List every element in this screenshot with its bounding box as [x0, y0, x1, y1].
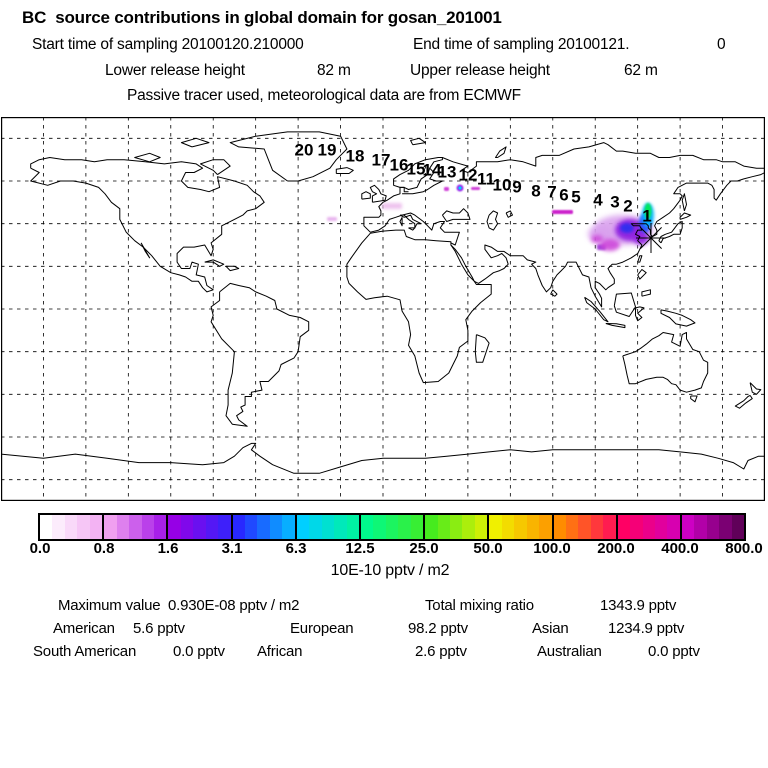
colorbar-cell [168, 515, 180, 539]
colorbar-cell [578, 515, 590, 539]
colorbar-cell [643, 515, 655, 539]
colorbar-tick-label: 12.5 [345, 540, 375, 557]
plume-patch [327, 217, 337, 221]
colorbar-cell [591, 515, 603, 539]
colorbar-cell [154, 515, 166, 539]
colorbar-cell [732, 515, 744, 539]
trajectory-hour-label: 6 [559, 185, 569, 205]
coastline [642, 290, 651, 296]
colorbar-cell [655, 515, 667, 539]
colorbar-cell [462, 515, 474, 539]
trajectory-hour-label: 19 [317, 140, 337, 160]
colorbar-cell [566, 515, 578, 539]
colorbar-cell [719, 515, 731, 539]
region-label-american: American [53, 620, 115, 637]
colorbar-tick-label: 3.1 [221, 540, 243, 557]
coastline [205, 260, 224, 266]
coastline [691, 396, 697, 402]
total-mixing-ratio-label: Total mixing ratio [425, 597, 534, 614]
region-label-asian: Asian [532, 620, 569, 637]
end-time-label: End time of sampling 20100121. [413, 36, 630, 53]
coastline [409, 228, 415, 230]
colorbar-cell [322, 515, 334, 539]
trajectory-hour-label: 2 [623, 196, 633, 216]
region-value-european: 98.2 pptv [408, 620, 468, 637]
colorbar-tick-label: 800.0 [725, 540, 763, 557]
colorbar-tick-label: 1.6 [157, 540, 179, 557]
colorbar-cell [502, 515, 514, 539]
trajectory-labels [295, 141, 652, 226]
colorbar-cell [117, 515, 129, 539]
map-svg [1, 117, 765, 501]
colorbar-cell [193, 515, 205, 539]
colorbar-cell [65, 515, 77, 539]
coastline [411, 138, 426, 144]
coastline [638, 256, 642, 262]
colorbar-cell [603, 515, 615, 539]
trajectory-hour-label: 1 [642, 206, 652, 226]
colorbar-cell [142, 515, 154, 539]
colorbar-tick-label: 50.0 [473, 540, 503, 557]
plume-patch [458, 186, 461, 189]
colorbar-cell [411, 515, 423, 539]
coastline [636, 307, 645, 321]
start-time-label: Start time of sampling 20100120.210000 [32, 36, 304, 53]
region-value-asian: 1234.9 pptv [608, 620, 685, 637]
colorbar-cell [334, 515, 346, 539]
coastline [135, 153, 161, 162]
region-label-australian: Australian [537, 643, 602, 660]
colorbar-cell [630, 515, 642, 539]
trajectory-hour-label: 4 [593, 190, 603, 210]
colorbar-cell [425, 515, 437, 539]
colorbar-tick-label: 25.0 [409, 540, 439, 557]
colorbar-cell [233, 515, 245, 539]
colorbar-cell [40, 515, 52, 539]
coastline [442, 209, 470, 222]
plume-blob [600, 239, 620, 251]
coastline [496, 147, 507, 158]
coastline [506, 211, 512, 217]
tracer-line: Passive tracer used, meteorological data are from ECMWF [127, 87, 521, 104]
colorbar-cell [373, 515, 385, 539]
coastline [659, 222, 682, 243]
coastline [201, 160, 231, 175]
lower-release-label: Lower release height [105, 62, 245, 79]
colorbar-cell [438, 515, 450, 539]
region-value-south-american: 0.0 pptv [173, 643, 225, 660]
coastline [31, 158, 265, 292]
colorbar-tick-label: 0.0 [29, 540, 51, 557]
region-value-american: 5.6 pptv [133, 620, 185, 637]
plume-patch [444, 187, 449, 191]
colorbar-cell [667, 515, 679, 539]
coastline [370, 185, 386, 202]
colorbar-cell [206, 515, 218, 539]
coastline [442, 143, 765, 173]
trajectory-hour-label: 20 [294, 140, 314, 160]
trajectory-hour-label: 14 [422, 160, 442, 180]
colorbar-cell [527, 515, 539, 539]
coastline [623, 333, 708, 393]
colorbar-cell [77, 515, 89, 539]
coastline [585, 297, 608, 322]
colorbar-cell [682, 515, 694, 539]
colorbar [38, 513, 746, 541]
coastline [680, 213, 691, 219]
colorbar-cell [282, 515, 294, 539]
plot-title: BC source contributions in global domain for gosan_201001 [22, 8, 502, 27]
colorbar-cell [245, 515, 257, 539]
colorbar-cell [450, 515, 462, 539]
region-label-european: European [290, 620, 354, 637]
plume-patch [552, 210, 573, 214]
colorbar-cell [297, 515, 309, 539]
receptor-star-marker [636, 223, 666, 253]
colorbar-cell [475, 515, 487, 539]
coastline [400, 217, 402, 226]
trajectory-hour-label: 3 [610, 192, 620, 212]
trajectory-hour-label: 8 [531, 181, 541, 201]
colorbar-cell [104, 515, 116, 539]
plume-patch [382, 203, 402, 209]
trajectory-hour-label: 9 [512, 177, 522, 197]
colorbar-cell [129, 515, 141, 539]
plume-blob [591, 235, 603, 243]
colorbar-tick-label: 400.0 [661, 540, 699, 557]
colorbar-tick-label: 200.0 [597, 540, 635, 557]
colorbar-unit-label: 10E-10 pptv / m2 [330, 562, 450, 579]
coastline [141, 243, 150, 258]
region-label-south-american: South American [33, 643, 137, 660]
region-label-african: African [257, 643, 303, 660]
maximum-value: 0.930E-08 pptv / m2 [168, 597, 300, 614]
colorbar-cell [181, 515, 193, 539]
trajectory-hour-label: 12 [458, 165, 478, 185]
colorbar-cell [386, 515, 398, 539]
colorbar-cell [694, 515, 706, 539]
coastline [181, 138, 209, 147]
colorbar-cell [398, 515, 410, 539]
coastline [226, 266, 239, 270]
colorbar-cell [618, 515, 630, 539]
upper-release-value: 62 m [624, 62, 658, 79]
coastline [750, 383, 761, 395]
colorbar-cell [361, 515, 373, 539]
lower-release-value: 82 m [317, 62, 351, 79]
colorbar-cell [514, 515, 526, 539]
upper-release-label: Upper release height [410, 62, 550, 79]
colorbar-cell [539, 515, 551, 539]
colorbar-cell [90, 515, 102, 539]
colorbar-cell [554, 515, 566, 539]
maximum-label: Maximum value [58, 597, 161, 614]
coastline [347, 230, 491, 383]
end-time-value: 0 [717, 36, 726, 53]
trajectory-hour-label: 16 [389, 155, 409, 175]
colorbar-cell [218, 515, 230, 539]
colorbar-cell [489, 515, 501, 539]
coastline [551, 290, 557, 296]
coastline [606, 324, 625, 328]
colorbar-cell [309, 515, 321, 539]
trajectory-hour-label: 10 [492, 175, 512, 195]
coastline [362, 192, 371, 199]
coastline [614, 293, 635, 317]
colorbar-cell [270, 515, 282, 539]
region-value-australian: 0.0 pptv [648, 643, 700, 660]
coastline [487, 211, 498, 230]
world-map [1, 117, 765, 501]
trajectory-hour-label: 13 [437, 162, 457, 182]
trajectory-hour-label: 7 [547, 182, 557, 202]
trajectory-hour-label: 15 [406, 159, 426, 179]
trajectory-hour-label: 17 [371, 150, 391, 170]
colorbar-tick-label: 100.0 [533, 540, 571, 557]
trajectory-hour-label: 11 [477, 169, 495, 189]
trajectory-hour-label: 5 [571, 187, 581, 207]
colorbar-cell [257, 515, 269, 539]
coastline [475, 335, 489, 363]
coastline [735, 395, 752, 408]
colorbar-cell [707, 515, 719, 539]
colorbar-cell [347, 515, 359, 539]
region-value-african: 2.6 pptv [415, 643, 467, 660]
coastline [638, 270, 647, 280]
coastline [661, 310, 695, 326]
coastline [336, 168, 353, 174]
total-mixing-ratio-value: 1343.9 pptv [600, 597, 677, 614]
trajectory-hour-label: 18 [345, 146, 365, 166]
colorbar-cell [52, 515, 64, 539]
colorbar-tick-label: 6.3 [285, 540, 307, 557]
coastline [682, 194, 686, 211]
graticule [1, 117, 765, 501]
colorbar-tick-label: 0.8 [93, 540, 115, 557]
coastline [211, 283, 309, 426]
